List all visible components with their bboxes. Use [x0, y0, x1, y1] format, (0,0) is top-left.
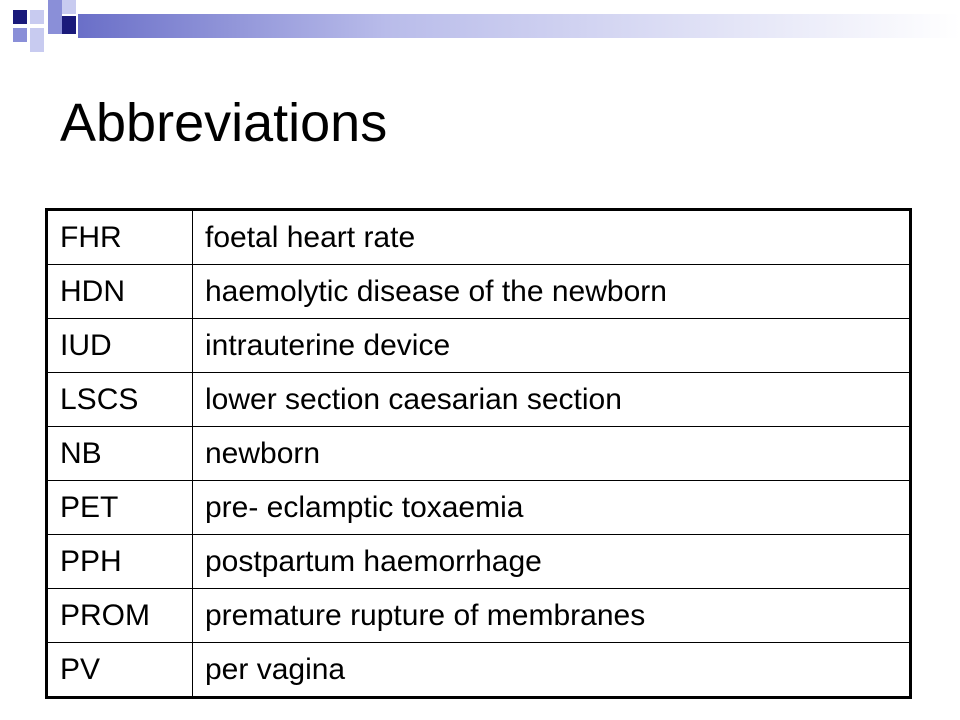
abbreviation-cell: IUD — [47, 319, 193, 373]
abbreviations-table — [45, 208, 912, 699]
abbreviation-cell: PROM — [47, 589, 193, 643]
header-square-navy — [13, 10, 27, 24]
table-row — [47, 643, 911, 698]
table-row — [47, 319, 911, 373]
table-row — [47, 373, 911, 427]
table-row — [47, 481, 911, 535]
header-decoration — [0, 0, 960, 60]
table-row — [47, 589, 911, 643]
header-square-light — [30, 10, 44, 24]
header-gradient-band — [78, 14, 960, 38]
meaning-cell: intrauterine device — [193, 319, 911, 373]
meaning-cell: per vagina — [193, 643, 911, 698]
header-square-light-2 — [62, 0, 76, 14]
abbreviation-cell: PET — [47, 481, 193, 535]
abbreviation-cell: LSCS — [47, 373, 193, 427]
meaning-cell: lower section caesarian section — [193, 373, 911, 427]
meaning-cell: haemolytic disease of the newborn — [193, 265, 911, 319]
abbreviation-cell: HDN — [47, 265, 193, 319]
header-square-navy-2 — [62, 16, 76, 34]
abbreviation-cell: FHR — [47, 210, 193, 265]
table-row — [47, 265, 911, 319]
header-square-periwinkle — [48, 0, 62, 34]
table-row — [47, 427, 911, 481]
meaning-cell: pre- eclamptic toxaemia — [193, 481, 911, 535]
meaning-cell: postpartum haemorrhage — [193, 535, 911, 589]
table-row — [47, 535, 911, 589]
meaning-cell: newborn — [193, 427, 911, 481]
header-square-periwinkle-2 — [13, 28, 27, 42]
page-title: Abbreviations — [60, 93, 388, 153]
header-square-light-3 — [30, 28, 44, 52]
meaning-cell: premature rupture of membranes — [193, 589, 911, 643]
abbreviation-cell: NB — [47, 427, 193, 481]
table-row — [47, 210, 911, 265]
meaning-cell: foetal heart rate — [193, 210, 911, 265]
abbreviation-cell: PPH — [47, 535, 193, 589]
abbreviation-cell: PV — [47, 643, 193, 698]
